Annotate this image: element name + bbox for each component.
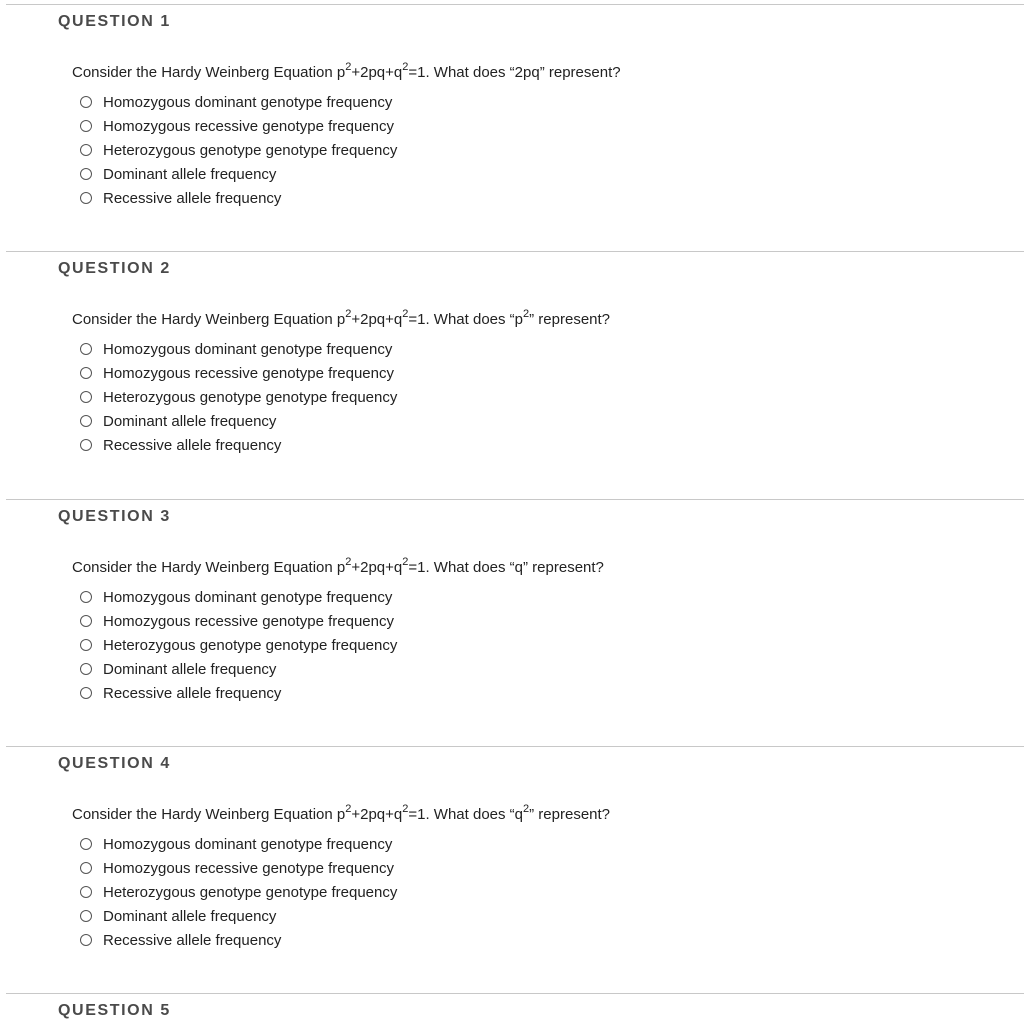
radio-button[interactable]: [80, 367, 92, 379]
question-divider: [6, 499, 1024, 500]
answer-option[interactable]: [80, 409, 397, 433]
radio-button[interactable]: [80, 934, 92, 946]
question-prompt: Consider the Hardy Weinberg Equation $p^2+2pq+q^2=1$. What does “$p^2$” represent?: [72, 308, 611, 328]
answer-option[interactable]: [80, 904, 397, 928]
answer-option[interactable]: [80, 138, 397, 162]
answer-option[interactable]: [80, 186, 397, 210]
question-heading: QUESTION 1: [58, 13, 171, 30]
radio-button[interactable]: [80, 439, 92, 451]
answer-option-label[interactable]: Heterozygous genotype genotype frequency: [103, 636, 398, 654]
question-divider: [6, 251, 1024, 252]
answer-option-label[interactable]: Dominant allele frequency: [103, 412, 277, 430]
answer-option[interactable]: [80, 433, 397, 457]
radio-button[interactable]: [80, 391, 92, 403]
question-3: [0, 499, 1024, 745]
answer-option-label[interactable]: Homozygous dominant genotype frequency: [103, 835, 393, 853]
answer-option[interactable]: [80, 385, 397, 409]
question-heading: QUESTION 3: [58, 508, 171, 525]
question-4: [0, 746, 1024, 992]
answer-option[interactable]: [80, 114, 397, 138]
radio-button[interactable]: [80, 168, 92, 180]
radio-button[interactable]: [80, 343, 92, 355]
radio-button[interactable]: [80, 886, 92, 898]
answer-option[interactable]: [80, 928, 397, 952]
radio-button[interactable]: [80, 663, 92, 675]
answer-option[interactable]: [80, 609, 397, 633]
question-5: [0, 993, 1024, 1019]
question-1: [0, 4, 1024, 250]
answer-option-label[interactable]: Homozygous dominant genotype frequency: [103, 93, 393, 111]
radio-button[interactable]: [80, 96, 92, 108]
radio-button[interactable]: [80, 120, 92, 132]
radio-button[interactable]: [80, 144, 92, 156]
answer-option[interactable]: [80, 880, 397, 904]
radio-button[interactable]: [80, 591, 92, 603]
radio-button[interactable]: [80, 615, 92, 627]
answer-option[interactable]: [80, 681, 397, 705]
radio-button[interactable]: [80, 862, 92, 874]
answer-option-label[interactable]: Dominant allele frequency: [103, 907, 277, 925]
answer-option[interactable]: [80, 856, 397, 880]
question-divider: [6, 746, 1024, 747]
question-prompt: Consider the Hardy Weinberg Equation $p^2+2pq+q^2=1$. What does “2pq” represent?: [72, 61, 621, 81]
question-2: [0, 251, 1024, 497]
answer-options: [80, 337, 397, 457]
answer-option-label[interactable]: Homozygous recessive genotype frequency: [103, 859, 394, 877]
answer-option-label[interactable]: Heterozygous genotype genotype frequency: [103, 141, 398, 159]
answer-option-label[interactable]: Recessive allele frequency: [103, 684, 282, 702]
question-prompt: Consider the Hardy Weinberg Equation $p^2+2pq+q^2=1$. What does “q” represent?: [72, 556, 604, 576]
radio-button[interactable]: [80, 415, 92, 427]
answer-option-label[interactable]: Heterozygous genotype genotype frequency: [103, 883, 398, 901]
answer-option-label[interactable]: Recessive allele frequency: [103, 931, 282, 949]
answer-option[interactable]: [80, 90, 397, 114]
question-heading: QUESTION 4: [58, 755, 171, 772]
answer-option[interactable]: [80, 633, 397, 657]
answer-option[interactable]: [80, 585, 397, 609]
answer-options: [80, 90, 397, 210]
answer-option-label[interactable]: Dominant allele frequency: [103, 660, 277, 678]
answer-option-label[interactable]: Recessive allele frequency: [103, 436, 282, 454]
answer-option-label[interactable]: Homozygous recessive genotype frequency: [103, 612, 394, 630]
answer-option-label[interactable]: Homozygous recessive genotype frequency: [103, 364, 394, 382]
question-divider: [6, 4, 1024, 5]
question-heading: QUESTION 2: [58, 260, 171, 277]
answer-option[interactable]: [80, 361, 397, 385]
answer-options: [80, 585, 397, 705]
answer-option[interactable]: [80, 162, 397, 186]
answer-option-label[interactable]: Dominant allele frequency: [103, 165, 277, 183]
answer-option-label[interactable]: Homozygous recessive genotype frequency: [103, 117, 394, 135]
answer-options: [80, 832, 397, 952]
answer-option-label[interactable]: Heterozygous genotype genotype frequency: [103, 388, 398, 406]
answer-option-label[interactable]: Homozygous dominant genotype frequency: [103, 340, 393, 358]
question-divider: [6, 993, 1024, 994]
radio-button[interactable]: [80, 192, 92, 204]
answer-option-label[interactable]: Recessive allele frequency: [103, 189, 282, 207]
answer-option[interactable]: [80, 657, 397, 681]
question-prompt: Consider the Hardy Weinberg Equation $p^2+2pq+q^2=1$. What does “$q^2$” represent?: [72, 803, 611, 823]
radio-button[interactable]: [80, 687, 92, 699]
radio-button[interactable]: [80, 838, 92, 850]
radio-button[interactable]: [80, 910, 92, 922]
answer-option[interactable]: [80, 832, 397, 856]
question-heading: QUESTION 5: [58, 1002, 171, 1019]
radio-button[interactable]: [80, 639, 92, 651]
answer-option-label[interactable]: Homozygous dominant genotype frequency: [103, 588, 393, 606]
answer-option[interactable]: [80, 337, 397, 361]
